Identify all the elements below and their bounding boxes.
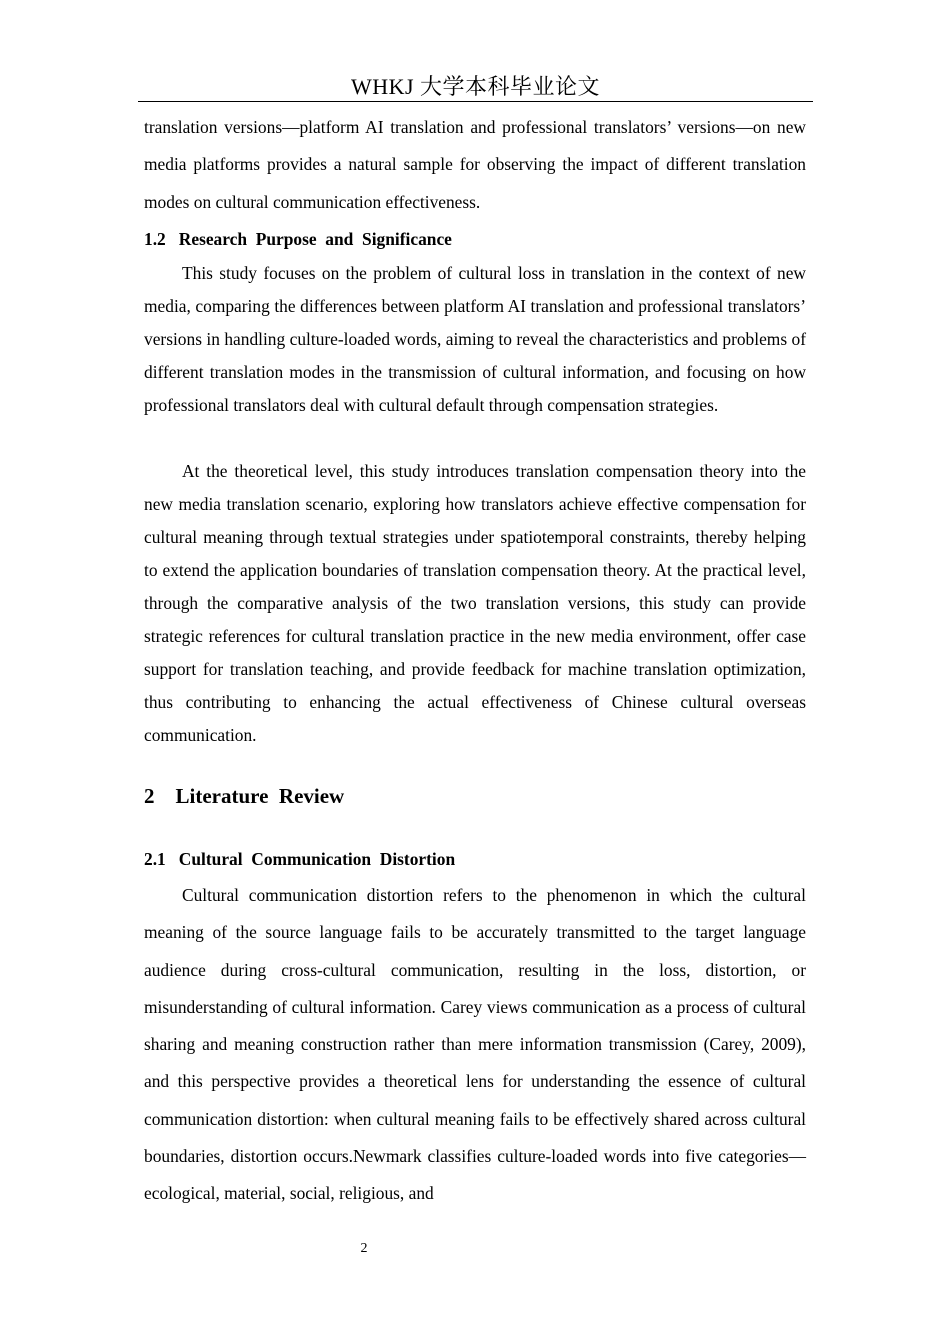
chapter-title: Literature Review [175,784,345,808]
paragraph-significance: At the theoretical level, this study introduces translation compensation theory into the new media translation scenario, exploring how translators achieve effective compensation for cultural meaning through textual strategies under spatiotemporal constraints, thereby helping to extend the application boundaries of translation compensation theory. At the practical level, through the comparative analysis of the two translation versions, this study can provide strategic references for cultural translation practice in the new media environment, offer case support for translation teaching, and provide feedback for machine translation optimization, thus contributing to enhancing the actual effectiveness of Chinese cultural overseas communication. [144,461,806,745]
section-heading-2-1 [144,847,806,871]
section-number: 2.1 [144,849,166,869]
chapter-number: 2 [144,784,155,808]
section-title: Research Purpose and Significance [178,229,452,249]
running-header: WHKJ 大学本科毕业论文 [350,74,601,99]
section-number: 1.2 [144,229,166,249]
paragraph-purpose: This study focuses on the problem of cultural loss in translation in the context of new media, comparing the differences between platform AI translation and professional translators’ versions in handling culture-loaded words, aiming to reveal the characteristics and problems of different translation modes in the transmission of cultural information, and focusing on how professional translators deal with cultural default through compensation strategies. [144,263,806,415]
header-rule [138,101,813,102]
paragraph-distortion: Cultural communication distortion refers to the phenomenon in which the cultural meaning of the source language fails to be accurately transmitted to the target language audience during cross-cultural communication, resulting in the loss, distortion, or misunderstanding of cultural information. Carey views communication as a process of cultural sharing and meaning construction rather than mere information transmission (Carey, 2009), and this perspective provides a theoretical lens for understanding the essence of cultural communication distortion: when cultural meaning fails to be effectively shared across cultural boundaries, distortion occurs.Newmark classifies culture-loaded words into five categories—ecological, material, social, religious, and [144,885,806,1204]
paragraph-continuation: translation versions—platform AI translation and professional translators’ versions—on new media platforms provides a natural sample for observing the impact of different translation modes on cultural communication effectiveness. [144,117,806,212]
chapter-heading-2 [144,782,806,810]
section-heading-1-2 [144,227,806,251]
section-title: Cultural Communication Distortion [178,849,456,869]
page-number: 2 [360,1241,368,1256]
